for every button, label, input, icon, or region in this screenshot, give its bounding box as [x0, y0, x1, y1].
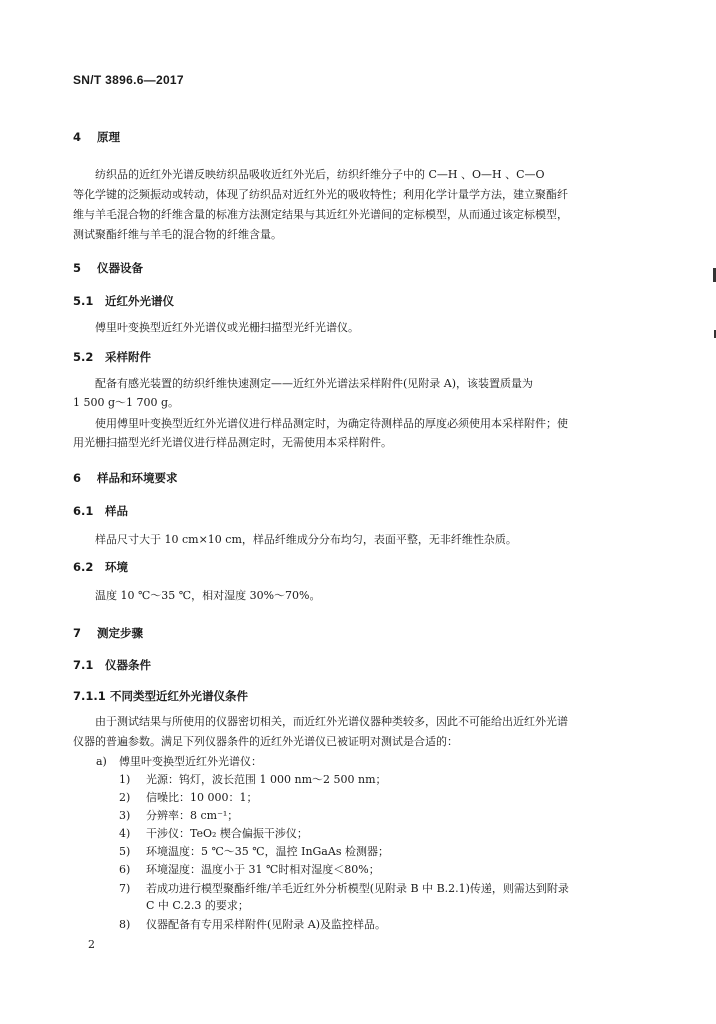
paragraph-line: 维与羊毛混合物的纤维含量的标准方法测定结果与其近红外光谱间的定标模型，从而通过该定标模型，: [73, 208, 568, 221]
section-title: 仪器条件: [105, 658, 151, 672]
section-7-heading: [73, 625, 143, 641]
list-item: [119, 916, 639, 933]
list-label: 2): [119, 791, 131, 804]
list-text: 环境温度：5 ℃～35 ℃，温控 InGaAs 检测器；: [146, 845, 389, 858]
section-5-heading: [73, 260, 143, 276]
list-text: 傅里叶变换型近红外光谱仪：: [119, 755, 262, 768]
list-label: 7): [119, 882, 131, 895]
section-5-2-paragraph-1: [73, 374, 533, 412]
section-6-2-text: 温度 10 ℃～35 ℃，相对湿度 30%～70%。: [95, 589, 321, 602]
list-text: 环境湿度：温度小于 31 ℃时相对湿度＜80%；: [146, 863, 380, 876]
section-number: 6.1: [73, 504, 94, 518]
list-item: [119, 807, 639, 824]
page-number: 2: [88, 938, 95, 951]
section-7-1-1-heading: [73, 688, 248, 704]
list-label: 8): [119, 918, 131, 931]
section-title: 近红外光谱仪: [105, 294, 174, 308]
section-5-2-paragraph-2: [73, 414, 568, 452]
section-title: 采样附件: [105, 350, 151, 364]
list-text: 仪器配备有专用采样附件(见附录 A)及监控样品。: [146, 918, 387, 931]
paragraph-line: 仪器的普遍参数。满足下列仪器条件的近红外光谱仪已被证明对测试是合适的：: [73, 735, 458, 748]
section-number: 7.1: [73, 658, 94, 672]
list-label: a): [96, 755, 107, 768]
list-item: [119, 771, 639, 788]
list-label: 4): [119, 827, 131, 840]
list-item: [119, 825, 639, 842]
list-label: 3): [119, 809, 131, 822]
section-6-2-heading: [73, 559, 128, 575]
section-4-heading: [73, 129, 120, 145]
section-title: 测定步骤: [97, 626, 143, 640]
section-number: 5: [73, 261, 82, 275]
list-text-continuation: C 中 C.2.3 的要求；: [146, 899, 249, 912]
paragraph-line: 1 500 g～1 700 g。: [73, 396, 180, 409]
paragraph-line: 用光栅扫描型光纤光谱仪进行样品测定时，无需使用本采样附件。: [73, 436, 392, 449]
list-text: 信噪比：10 000：1；: [146, 791, 258, 804]
section-number: 7: [73, 626, 82, 640]
list-item: [119, 880, 649, 914]
paragraph-line: 由于测试结果与所使用的仪器密切相关，而近红外光谱仪器种类较多，因此不可能给出近红外光谱: [95, 715, 568, 728]
section-7-1-heading: [73, 657, 151, 673]
section-5-1-text: 傅里叶变换型近红外光谱仪或光栅扫描型光纤光谱仪。: [95, 321, 359, 334]
paragraph-line: 等化学键的泛频振动或转动，体现了纺织品对近红外光的吸收特性；利用化学计量学方法，建立聚酯纤: [73, 188, 568, 201]
section-6-1-heading: [73, 503, 128, 519]
list-item: [119, 861, 639, 878]
list-text: 干涉仪：TeO₂ 楔合偏振干涉仪；: [146, 827, 308, 840]
paragraph-line: 使用傅里叶变换型近红外光谱仪进行样品测定时，为确定待测样品的厚度必须使用本采样附件；使: [95, 417, 568, 430]
paragraph-line: 纺织品的近红外光谱反映纺织品吸收近红外光后，纺织纤维分子中的 C—H 、O—H 、C—O: [95, 168, 545, 181]
section-title: 原理: [97, 130, 120, 144]
section-number: 4: [73, 130, 82, 144]
section-title: 不同类型近红外光谱仪条件: [110, 689, 248, 703]
list-text: 若成功进行模型聚酯纤维/羊毛近红外分析模型(见附录 B 中 B.2.1)传递，则需达到附录: [146, 882, 569, 895]
section-5-1-heading: [73, 293, 174, 309]
list-text: 分辨率：8 cm⁻¹；: [146, 809, 239, 822]
list-text: 光源：钨灯，波长范围 1 000 nm～2 500 nm；: [146, 773, 387, 786]
section-7-1-1-paragraph: [73, 712, 568, 752]
section-number: 6: [73, 471, 82, 485]
list-label: 1): [119, 773, 131, 786]
section-number: 7.1.1: [73, 689, 106, 703]
section-title: 仪器设备: [97, 261, 143, 275]
list-label: 5): [119, 845, 131, 858]
section-title: 环境: [105, 560, 128, 574]
section-number: 5.1: [73, 294, 94, 308]
section-6-1-text: 样品尺寸大于 10 cm×10 cm，样品纤维成分分布均匀，表面平整，无非纤维性杂质。: [95, 533, 517, 546]
list-label: 6): [119, 863, 131, 876]
section-4-paragraph: [73, 165, 568, 245]
section-title: 样品: [105, 504, 128, 518]
section-6-heading: [73, 470, 178, 486]
section-number: 6.2: [73, 560, 94, 574]
section-5-2-heading: [73, 349, 151, 365]
list-item: [119, 843, 639, 860]
list-item: [119, 789, 639, 806]
section-title: 样品和环境要求: [97, 471, 178, 485]
paragraph-line: 测试聚酯纤维与羊毛的混合物的纤维含量。: [73, 228, 282, 241]
standard-code-header: SN/T 3896.6—2017: [73, 73, 184, 87]
list-item-a: [96, 753, 262, 769]
section-number: 5.2: [73, 350, 94, 364]
paragraph-line: 配备有感光装置的纺织纤维快速测定——近红外光谱法采样附件(见附录 A)，该装置质量为: [95, 377, 534, 390]
